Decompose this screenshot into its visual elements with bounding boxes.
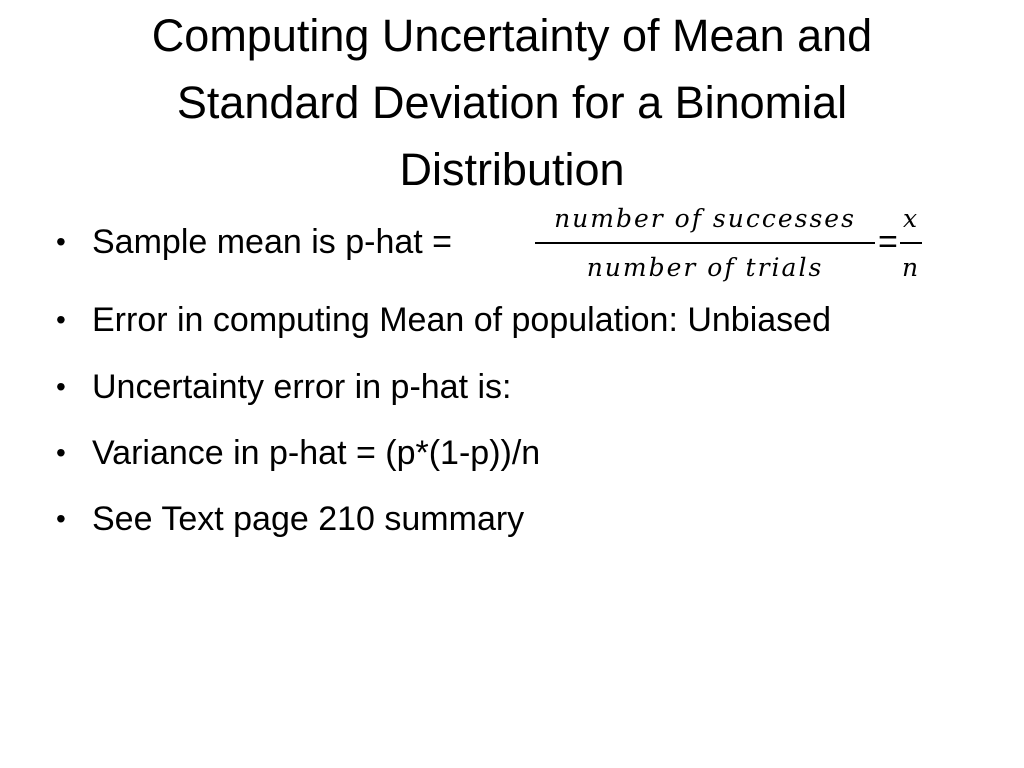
short-denominator: n	[901, 253, 921, 282]
title-line-2: Standard Deviation for a Binomial	[176, 77, 848, 128]
bullet-list	[52, 200, 972, 560]
bullet-text: Variance in p-hat = (p*(1-p))/n	[92, 434, 541, 472]
bullet-item-uncertainty	[52, 362, 972, 412]
bullet-dot-icon: •	[56, 503, 66, 534]
short-numerator: x	[902, 204, 920, 233]
short-fraction-bar	[900, 242, 922, 244]
bullet-item-text-reference	[52, 494, 972, 544]
bullet-item-sample-mean	[52, 200, 972, 280]
successes-over-trials-fraction	[535, 202, 875, 285]
bullet-dot-icon: •	[56, 226, 66, 257]
title-line-1: Computing Uncertainty of Mean and	[151, 10, 873, 61]
bullet-dot-icon: •	[56, 371, 66, 402]
bullet-item-variance	[52, 428, 972, 478]
bullet-dot-icon: •	[56, 304, 66, 335]
bullet-item-error-mean	[52, 294, 972, 346]
x-over-n-fraction	[900, 202, 922, 285]
bullet-text: Uncertainty error in p-hat is:	[92, 368, 512, 406]
sample-mean-label: Sample mean is p-hat =	[92, 223, 453, 261]
fraction-bar	[535, 242, 875, 244]
equals-sign: =	[878, 223, 898, 261]
fraction-numerator: number of successes	[554, 204, 856, 233]
slide-title	[60, 2, 964, 203]
bullet-dot-icon: •	[56, 437, 66, 468]
title-line-3: Distribution	[399, 144, 625, 195]
fraction-denominator: number of trials	[586, 253, 824, 282]
bullet-text: Error in computing Mean of population: Unbiased	[92, 301, 831, 339]
bullet-text: See Text page 210 summary	[92, 500, 525, 538]
